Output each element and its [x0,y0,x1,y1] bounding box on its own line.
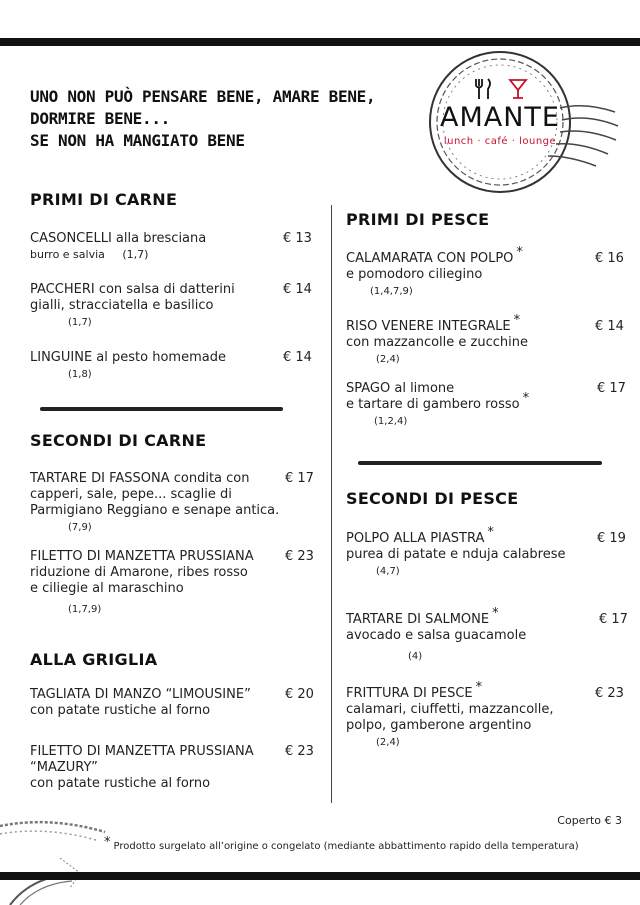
section-divider [358,461,602,465]
menu-item [30,744,254,792]
item-name: FILETTO DI MANZETTA PRUSSIANA [30,744,254,759]
menu-item [30,549,254,617]
item-desc: con mazzancolle e zucchine [346,335,528,350]
menu-item [346,313,528,367]
item-price: € 20 [285,687,314,702]
tagline-line-3: SE NON HA MANGIATO BENE [30,131,245,150]
item-allergens: (1,4,7,9) [370,286,413,297]
item-price: € 14 [283,282,312,297]
bottom-border-bar [0,872,640,880]
stamp-icon [0,818,110,905]
frozen-star: * [492,606,499,621]
item-price: € 16 [595,251,624,266]
item-desc: e ciliegie al maraschino [30,581,184,596]
item-allergens: (2,4) [376,737,400,748]
section-title-secondi-carne: SECONDI DI CARNE [30,431,207,450]
item-name: FILETTO DI MANZETTA PRUSSIANA [30,549,254,564]
logo-sep-1: · [477,136,482,147]
item-name: TAGLIATA DI MANZO “LIMOUSINE” [30,687,251,702]
item-price: € 13 [283,231,312,246]
item-desc: capperi, sale, pepe... scaglie di [30,487,232,502]
item-name: SPAGO al limone [346,381,455,396]
menu-item [30,687,251,719]
frozen-star: * [516,245,523,260]
menu-item [346,525,566,579]
item-name: RISO VENERE INTEGRALE * [346,313,521,334]
item-desc: con patate rustiche al forno [30,776,211,791]
item-name: FRITTURA DI PESCE * [346,680,483,701]
item-allergens: (4) [408,651,423,662]
item-price: € 19 [597,531,626,546]
logo-sub-lunch: lunch [443,136,474,147]
item-price: € 14 [283,350,312,365]
frozen-star: * [513,313,521,328]
item-name: PACCHERI con salsa di datterini [30,282,235,297]
item-name: CALAMARATA CON POLPO * [346,245,523,266]
item-name: LINGUINE al pesto homemade [30,350,226,365]
item-desc: polpo, gamberone argentino [346,718,532,733]
item-desc: purea di patate e nduja calabrese [346,547,566,562]
item-allergens: (1,8) [68,369,92,380]
item-price: € 17 [285,471,314,486]
item-name: POLPO ALLA PIASTRA * [346,525,494,546]
column-divider [331,205,332,803]
item-price: € 14 [595,319,624,334]
section-divider [40,407,283,411]
tagline [30,86,390,152]
item-allergens: (7,9) [68,522,92,533]
logo-subtitle [420,136,580,147]
section-title-primi-carne: PRIMI DI CARNE [30,190,178,209]
item-price: € 23 [595,686,624,701]
tagline-line-2: DORMIRE BENE... [30,109,170,128]
item-price: € 17 [597,381,626,396]
section-title-primi-pesce: PRIMI DI PESCE [346,210,490,229]
tagline-line-1: UNO NON PUÒ PENSARE BENE, AMARE BENE, [30,87,376,106]
item-desc: e pomodoro ciliegino [346,267,483,282]
logo-name: AMANTE [440,102,560,133]
item-desc: riduzione di Amarone, ribes rosso [30,565,248,580]
item-desc: Parmigiano Reggiano e senape antica. [30,503,280,518]
item-desc: burro e salvia (1,7) [30,248,149,261]
item-name: TARTARE DI FASSONA condita con [30,471,250,486]
menu-item [346,680,554,750]
item-allergens: (1,2,4) [374,416,408,427]
footnote-star: * [104,835,111,850]
top-border-bar [0,38,640,46]
logo-sep-2: · [511,136,516,147]
item-desc: calamari, ciuffetti, mazzancolle, [346,702,554,717]
menu-item [30,350,226,382]
item-name: CASONCELLI alla bresciana [30,231,207,246]
item-desc: gialli, stracciatella e basilico [30,298,214,313]
menu-item [30,282,235,330]
item-allergens: (1,7,9) [68,604,102,615]
menu-item [346,245,523,299]
frozen-star: * [475,680,483,695]
item-price: € 23 [285,549,314,564]
menu-item [30,471,279,535]
item-desc: e tartare di gambero rosso * [346,391,530,412]
footnote-text: Prodotto surgelato all’origine o congelato (mediante abbattimento rapido della temperatura) [113,841,579,852]
section-title-griglia: ALLA GRIGLIA [30,650,158,669]
logo-sub-lounge: lounge [519,136,557,147]
item-desc: avocado e salsa guacamole [346,628,527,643]
item-price: € 17 [599,612,628,627]
item-name: TARTARE DI SALMONE * [346,606,499,627]
frozen-star: * [522,391,530,406]
item-desc: “MAZURY” [30,760,98,775]
item-allergens: (1,7) [68,317,92,328]
item-allergens: (2,4) [376,354,400,365]
item-desc: con patate rustiche al forno [30,703,211,718]
menu-item [346,606,527,664]
coperto-charge: Coperto € 3 [557,814,622,827]
item-allergens: (4,7) [376,566,400,577]
menu-item [346,381,529,429]
menu-item [30,231,206,263]
section-title-secondi-pesce: SECONDI DI PESCE [346,489,519,508]
item-price: € 23 [285,744,314,759]
amante-logo [420,50,620,200]
frozen-footnote [104,835,579,853]
frozen-star: * [487,525,494,540]
logo-sub-cafe: café [484,136,509,147]
